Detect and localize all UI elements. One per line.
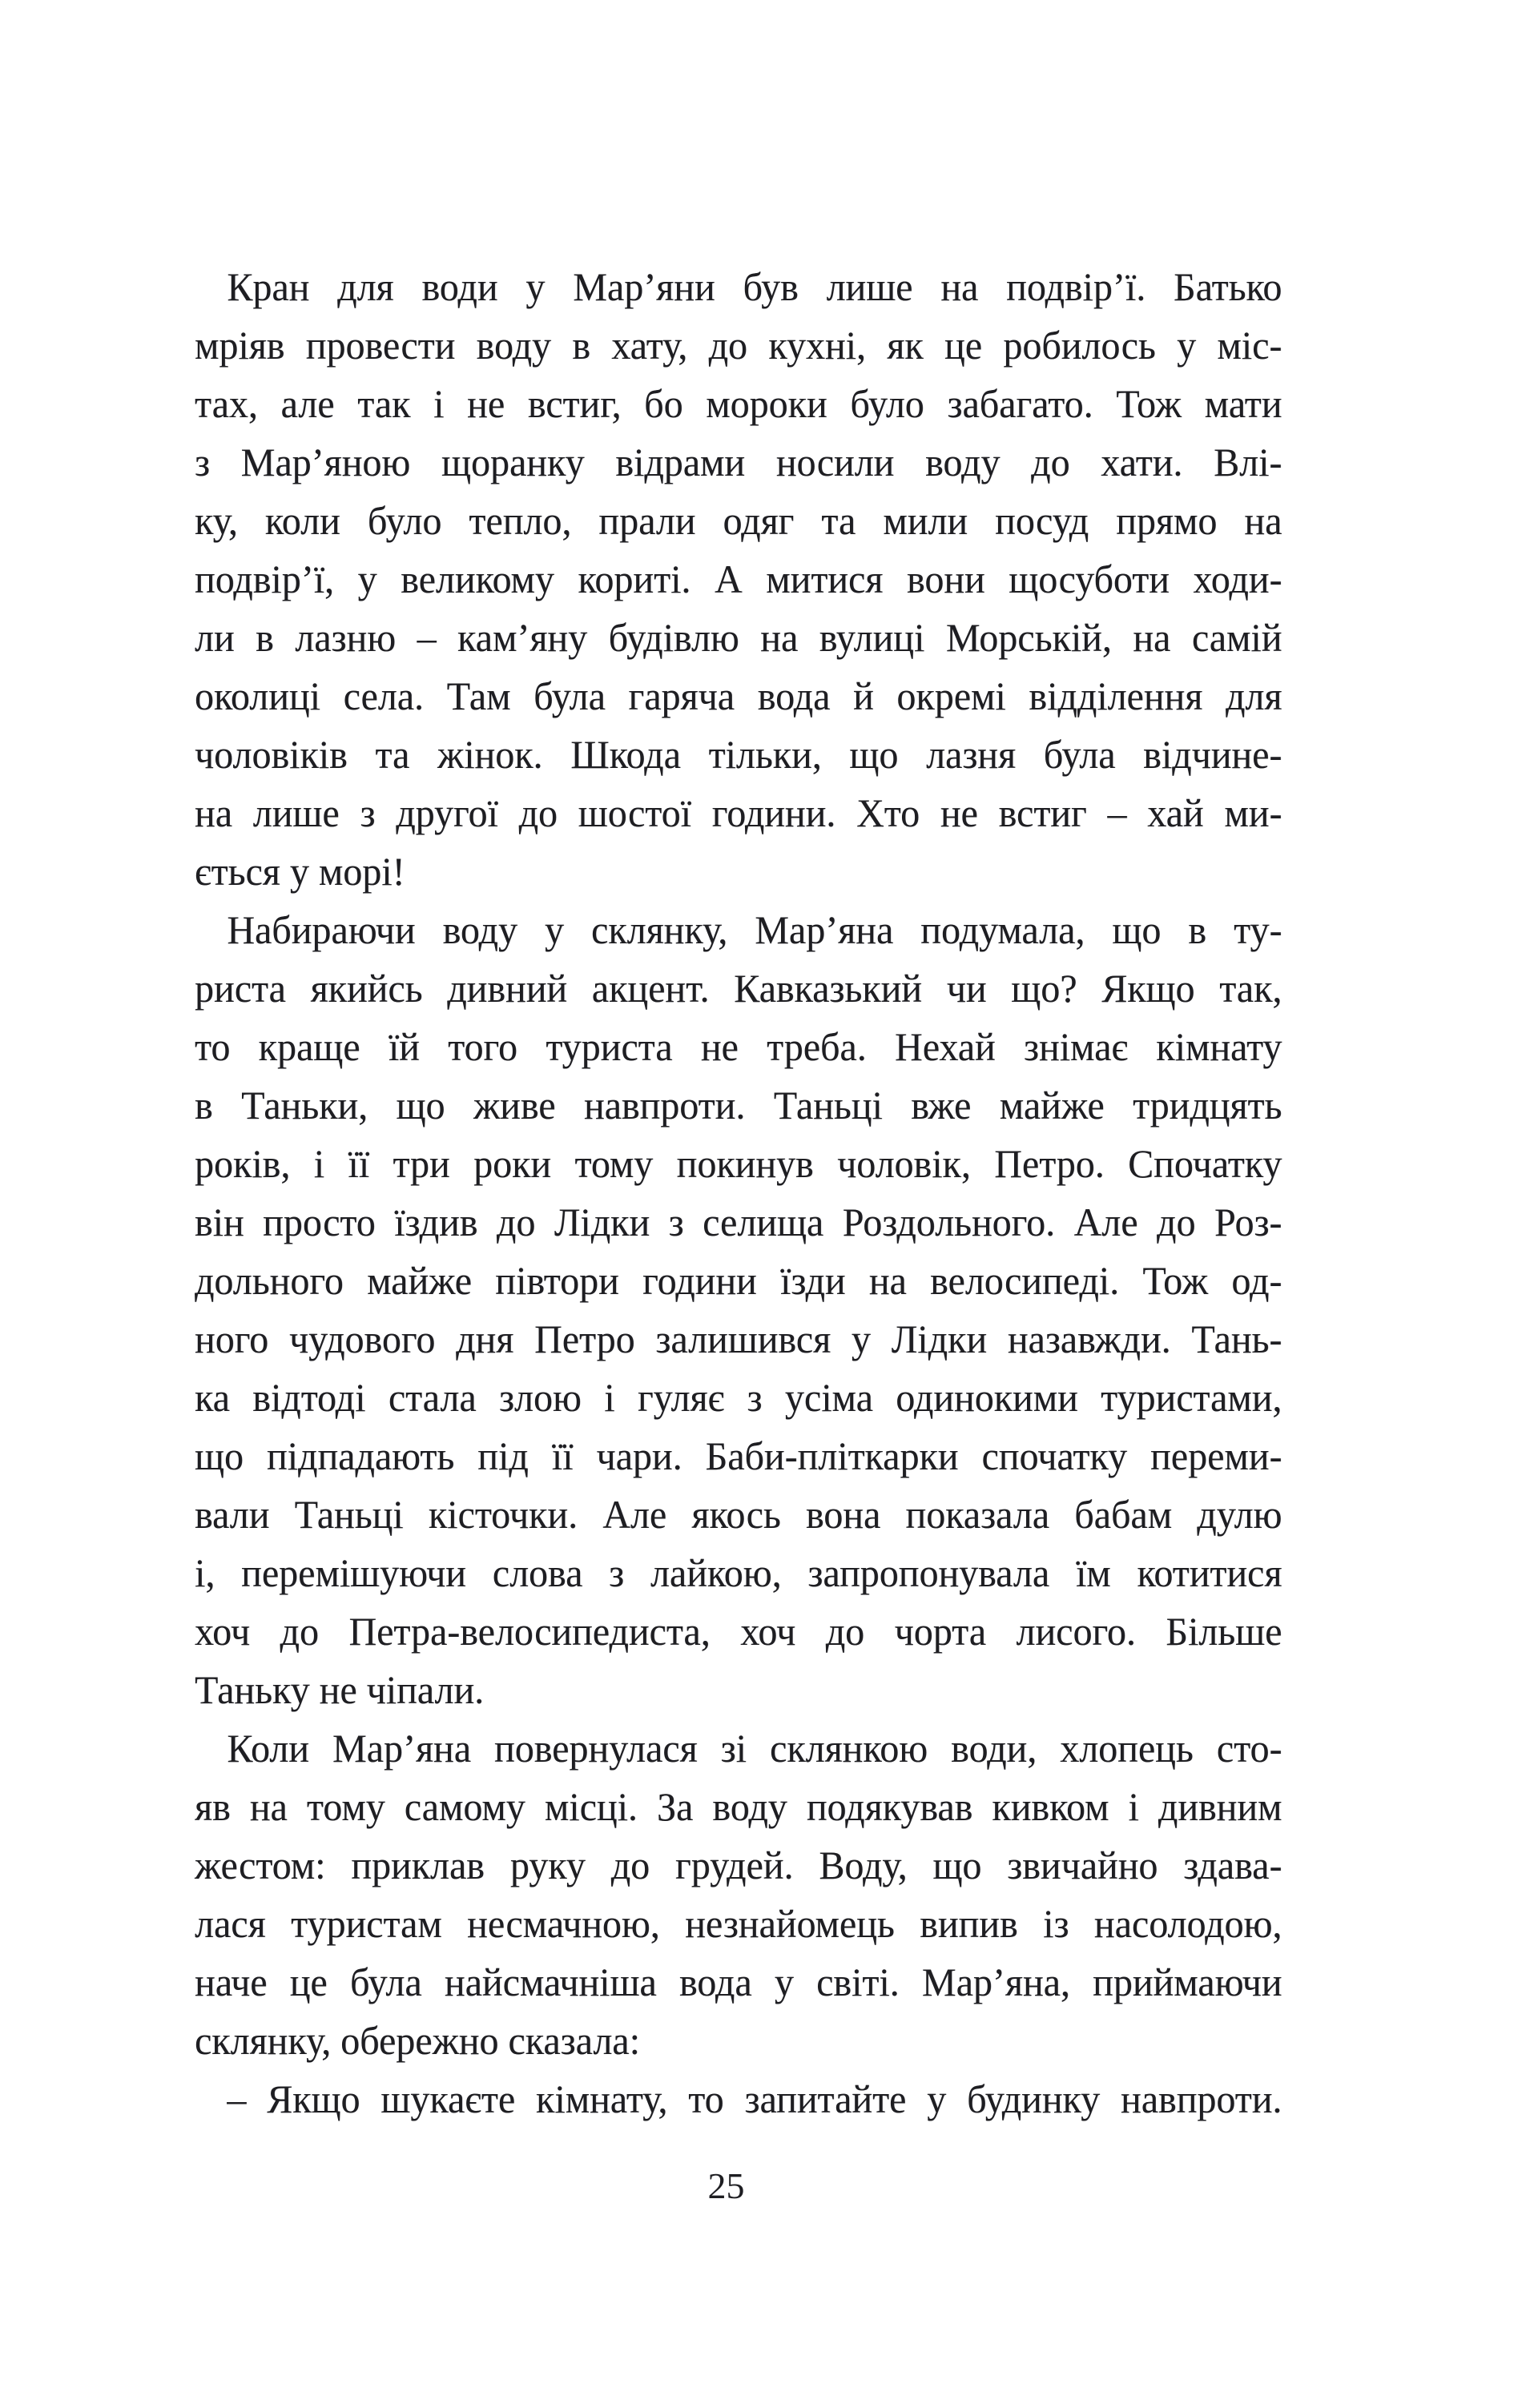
text-line: на лише з другої до шостої години. Хто не встиг – хай ми- (195, 790, 1282, 835)
text-line: наче це була найсмачніша вода у світі. Мар’яна, приймаючи (195, 1960, 1282, 2004)
text-line: подвір’ї, у великому кориті. А митися вони щосуботи ходи- (195, 557, 1282, 601)
text-line: жестом: приклав руку до грудей. Воду, що звичайно здава- (195, 1843, 1282, 1887)
text-line: ку, коли було тепло, прали одяг та мили посуд прямо на (195, 498, 1282, 543)
text-line: Коли Мар’яна повернулася зі склянкою води, хлопець сто- (227, 1726, 1282, 1771)
text-line: ного чудового дня Петро залишився у Лідки назавжди. Тань- (195, 1317, 1282, 1361)
dialogue-line: – Якщо шукаєте кімнату, то запитайте у будинку навпроти. (227, 2076, 1282, 2121)
text-line: риста якийсь дивний акцент. Кавказький чи що? Якщо так, (195, 966, 1282, 1011)
text-line: чоловіків та жінок. Шкода тільки, що лазня була відчине- (195, 732, 1282, 777)
page-number: 25 (707, 2165, 745, 2206)
text-line: ється у морі! (195, 849, 405, 894)
text-line: років, і її три роки тому покинув чоловік, Петро. Спочатку (195, 1141, 1282, 1186)
text-line: хоч до Петра-велосипедиста, хоч до чорта лисого. Більше (195, 1609, 1282, 1654)
text-line: то краще їй того туриста не треба. Нехай знімає кімнату (195, 1024, 1282, 1069)
text-line: тах, але так і не встиг, бо мороки було забагато. Тож мати (195, 381, 1282, 426)
text-line: Кран для води у Мар’яни був лише на подвір’ї. Батько (227, 264, 1282, 309)
text-line: вали Таньці кісточки. Але якось вона показала бабам дулю (195, 1492, 1282, 1537)
text-line: лася туристам несмачною, незнайомець випив із насолодою, (195, 1901, 1282, 1946)
text-line: дольного майже півтори години їзди на велосипеді. Тож од- (195, 1258, 1282, 1303)
text-line: ли в лазню – кам’яну будівлю на вулиці Морській, на самій (195, 615, 1282, 660)
paragraph (195, 1719, 1282, 2070)
text-line: Набираючи воду у склянку, Мар’яна подумала, що в ту- (227, 907, 1282, 952)
text-line: ка відтоді стала злою і гуляє з усіма одинокими туристами, (195, 1375, 1282, 1420)
dialogue-paragraph (195, 2070, 1282, 2129)
text-line: околиці села. Там була гаряча вода й окремі відділення для (195, 673, 1282, 718)
text-line: і, перемішуючи слова з лайкою, запропонувала їм котитися (195, 1550, 1282, 1595)
paragraph (195, 901, 1282, 1719)
text-line: Таньку не чіпали. (195, 1667, 485, 1712)
text-line: він просто їздив до Лідки з селища Роздольного. Але до Роз- (195, 1200, 1282, 1244)
text-line: з Мар’яною щоранку відрами носили воду до хати. Влі- (195, 440, 1282, 484)
paragraph (195, 258, 1282, 901)
text-line: яв на тому самому місці. За воду подякував кивком і дивним (195, 1784, 1282, 1829)
body-text (195, 258, 1282, 2129)
text-line: мріяв провести воду в хату, до кухні, як це робилось у міс- (195, 323, 1282, 368)
text-line: склянку, обережно сказала: (195, 2018, 640, 2063)
text-line: в Таньки, що живе навпроти. Таньці вже майже тридцять (195, 1083, 1282, 1128)
text-line: що підпадають під її чари. Баби-пліткарки спочатку переми- (195, 1433, 1282, 1478)
